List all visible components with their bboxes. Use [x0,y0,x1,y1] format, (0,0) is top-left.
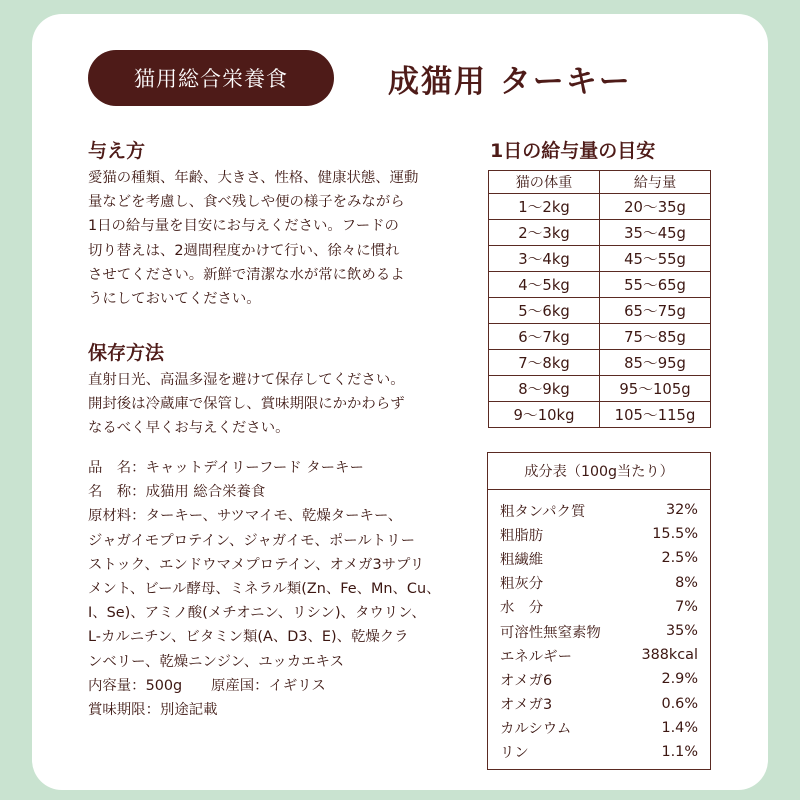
feeding-heading: 与え方 [88,140,146,162]
info-line: ストック、エンドウマメプロテイン、オメガ3サプリ [88,556,425,573]
weight-cell: 4〜5kg [489,272,600,298]
info-line: メント、ビール酵母、ミネラル類(Zn、Fe、Mn、Cu、 [88,581,441,598]
nutrient-name: 粗灰分 [500,576,544,593]
nutrient-name: 可溶性無窒素物 [500,624,601,641]
nutrient-value: 7% [675,598,698,615]
table-row [489,376,711,402]
table-row [489,194,711,220]
feeding-line: 切り替えは、2週間程度かけて行い、徐々に慣れ [88,242,400,259]
nutrient-value: 388kcal [641,647,698,664]
amount-cell: 105〜115g [600,402,711,428]
nutrient-value: 8% [675,574,698,591]
table-row [489,246,711,272]
info-line: 原材料：ターキー、サツマイモ、乾燥ターキー、 [88,508,403,525]
weight-cell: 6〜7kg [489,324,600,350]
info-line: ンベリー、乾燥ニンジン、ユッカエキス [88,653,345,670]
nutrient-value: 32% [666,502,698,519]
amount-cell: 45〜55g [600,246,711,272]
nutrient-name: 粗タンパク質 [500,503,586,520]
nutrient-name: カルシウム [500,721,572,738]
table-row [489,402,711,428]
product-title: 成猫用 ターキー [388,64,632,100]
feeding-amount-table [488,170,711,428]
feeding-text [88,166,464,311]
column-header-amount: 給与量 [600,171,711,194]
nutrient-name: 粗繊維 [500,551,544,568]
info-line: 内容量：500g 原産国：イギリス [88,677,326,694]
amount-cell: 95〜105g [600,376,711,402]
nutrient-value: 1.1% [661,743,698,760]
column-header-weight: 猫の体重 [489,171,600,194]
weight-cell: 2〜3kg [489,220,600,246]
table-header-row [489,171,711,194]
nutrient-value: 35% [666,623,698,640]
feeding-table-heading: 1日の給与量の目安 [490,140,656,162]
storage-heading: 保存方法 [88,342,165,364]
nutrient-value: 1.4% [661,719,698,736]
feeding-line: うにしておいてください。 [88,291,261,308]
nutrient-row [500,546,698,570]
product-info [88,456,468,722]
nutrient-row [500,692,698,716]
weight-cell: 1〜2kg [489,194,600,220]
nutrient-name: オメガ3 [500,697,553,714]
storage-line: なるべく早くお与えください。 [88,420,290,437]
table-row [489,350,711,376]
amount-cell: 75〜85g [600,324,711,350]
table-row [489,324,711,350]
amount-cell: 35〜45g [600,220,711,246]
nutrient-name: オメガ6 [500,672,553,689]
nutrient-row [500,716,698,740]
nutrient-name: 粗脂肪 [500,527,544,544]
info-line: 名 称：成猫用 総合栄養食 [88,484,266,501]
weight-cell: 3〜4kg [489,246,600,272]
storage-line: 直射日光、高温多湿を避けて保存してください。 [88,372,405,388]
nutrient-value: 2.5% [661,550,698,567]
nutrient-row [500,522,698,546]
info-line: L-カルニチン、ビタミン類(A、D3、E)、乾燥クラ [88,629,409,646]
nutrient-row [500,619,698,643]
nutrition-list [488,490,710,764]
nutrient-row [500,740,698,764]
feeding-line: 量などを考慮し、食べ残しや便の様子をみながら [88,194,405,211]
weight-cell: 8〜9kg [489,376,600,402]
nutrient-value: 15.5% [652,526,698,543]
nutrient-name: エネルギー [500,648,572,665]
table-row [489,298,711,324]
info-line: I、Se)、アミノ酸(メチオニン、リシン)、タウリン、 [88,605,426,622]
info-line: 賞味期限：別途記載 [88,702,218,719]
storage-line: 開封後は冷蔵庫で保管し、賞味期限にかかわらず [88,396,405,413]
nutrient-row [500,595,698,619]
amount-cell: 20〜35g [600,194,711,220]
nutrient-name: 水 分 [500,600,544,617]
nutrient-name: リン [500,745,529,762]
category-badge: 猫用総合栄養食 [88,50,334,106]
feeding-line: 1日の給与量を目安にお与えください。フードの [88,218,399,235]
nutrient-row [500,498,698,522]
nutrition-table [487,452,711,770]
feeding-line: 愛猫の種類、年齢、大きさ、性格、健康状態、運動 [88,170,419,186]
nutrient-value: 2.9% [661,671,698,688]
weight-cell: 5〜6kg [489,298,600,324]
amount-cell: 65〜75g [600,298,711,324]
nutrient-value: 0.6% [661,695,698,712]
nutrient-row [500,643,698,667]
nutrient-row [500,571,698,595]
weight-cell: 7〜8kg [489,350,600,376]
weight-cell: 9〜10kg [489,402,600,428]
nutrition-heading: 成分表（100g当たり） [488,453,710,490]
table-row [489,220,711,246]
storage-text [88,368,464,441]
amount-cell: 85〜95g [600,350,711,376]
info-line: ジャガイモプロテイン、ジャガイモ、ポールトリー [88,532,415,549]
info-line: 品 名：キャットデイリーフード ターキー [88,460,364,476]
feeding-line: させてください。新鮮で清潔な水が常に飲めるよ [88,266,405,283]
nutrient-row [500,667,698,691]
amount-cell: 55〜65g [600,272,711,298]
table-row [489,272,711,298]
